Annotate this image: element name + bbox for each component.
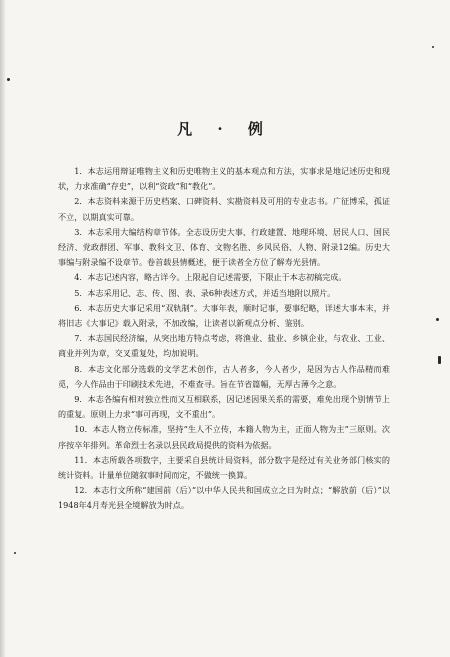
note-paragraph: 9．本志各编有相对独立性而又互相联系，因记述因果关系的需要，难免出现个别情节上的重复。原则上力求“事可再现，文不重出”。 [58, 394, 390, 420]
note-paragraph: 3．本志采用大编结构章节体。全志设历史大事、行政建置、地理环境、居民人口、国民经济、党政群团、军事、教科文卫、体育、文物名胜、乡风民俗、人物、附录12编。历史大事编与附录编不设章节。卷首载县情概述，便于读者全方位了解寿光县情。 [58, 226, 390, 268]
note-paragraph: 5．本志采用记、志、传、图、表、录6种表述方式，并适当地附以照片。 [74, 287, 336, 298]
scan-speck [436, 318, 439, 321]
note-paragraph: 4．本志记述内容，略古详今。上限起自记述需要，下限止于本志初稿完成。 [74, 272, 347, 283]
scan-speck [432, 46, 434, 48]
page-title: 凡 · 例 [177, 120, 273, 138]
note-paragraph: 11．本志所载各项数字，主要采自县统计局资料，部分数字是经过有关业务部门核实的统计资料。计量单位随叙事时间而定，不做统一换算。 [58, 454, 390, 481]
note-paragraph: 10．本志人物立传标准，坚持“生人不立传，本籍人物为主，正面人物为主”三原则。次序按卒年排列。革命烈士名录以县民政局提供的资料为依据。 [58, 424, 390, 450]
notes-body [58, 164, 390, 514]
scan-speck [438, 356, 441, 364]
note-paragraph: 8．本志文化部分选载的文学艺术创作，古人者多，今人者少，是因为古人作品精而难觅，今人作品由于印刷技术先进，不难查寻。旨在节省篇幅，无厚古薄今之意。 [58, 363, 390, 389]
note-paragraph: 12．本志行文所称“建国前（后）”以中华人民共和国成立之日为时点；“解放前（后）”以1948年4月寿光县全境解放为时点。 [58, 485, 390, 511]
note-paragraph: 1．本志运用辩证唯物主义和历史唯物主义的基本观点和方法，实事求是地记述历史和现状，力求准确“存史”，以利“资政”和“教化”。 [58, 166, 390, 192]
scan-speck [14, 552, 16, 554]
page-edge-shadow [0, 0, 6, 657]
note-paragraph: 6．本志历史大事记采用“双轨制”。大事年表，顺时记事，要事纪略，详述大事本末，并将旧志《大事记》载入附录，不加改编，让读者以新观点分析、鉴别。 [58, 302, 390, 329]
note-paragraph: 2．本志资料来源于历史档案、口碑资料、实勘资料及可用的专业志书。广征博采，孤证不立，以期真实可靠。 [58, 196, 390, 222]
note-paragraph: 7．本志国民经济编，从突出地方特点考虑，将渔业、盐业、乡镇企业，与农业、工业、商业并列为章，交叉重复处，均加说明。 [58, 333, 390, 359]
scan-speck [7, 78, 10, 81]
